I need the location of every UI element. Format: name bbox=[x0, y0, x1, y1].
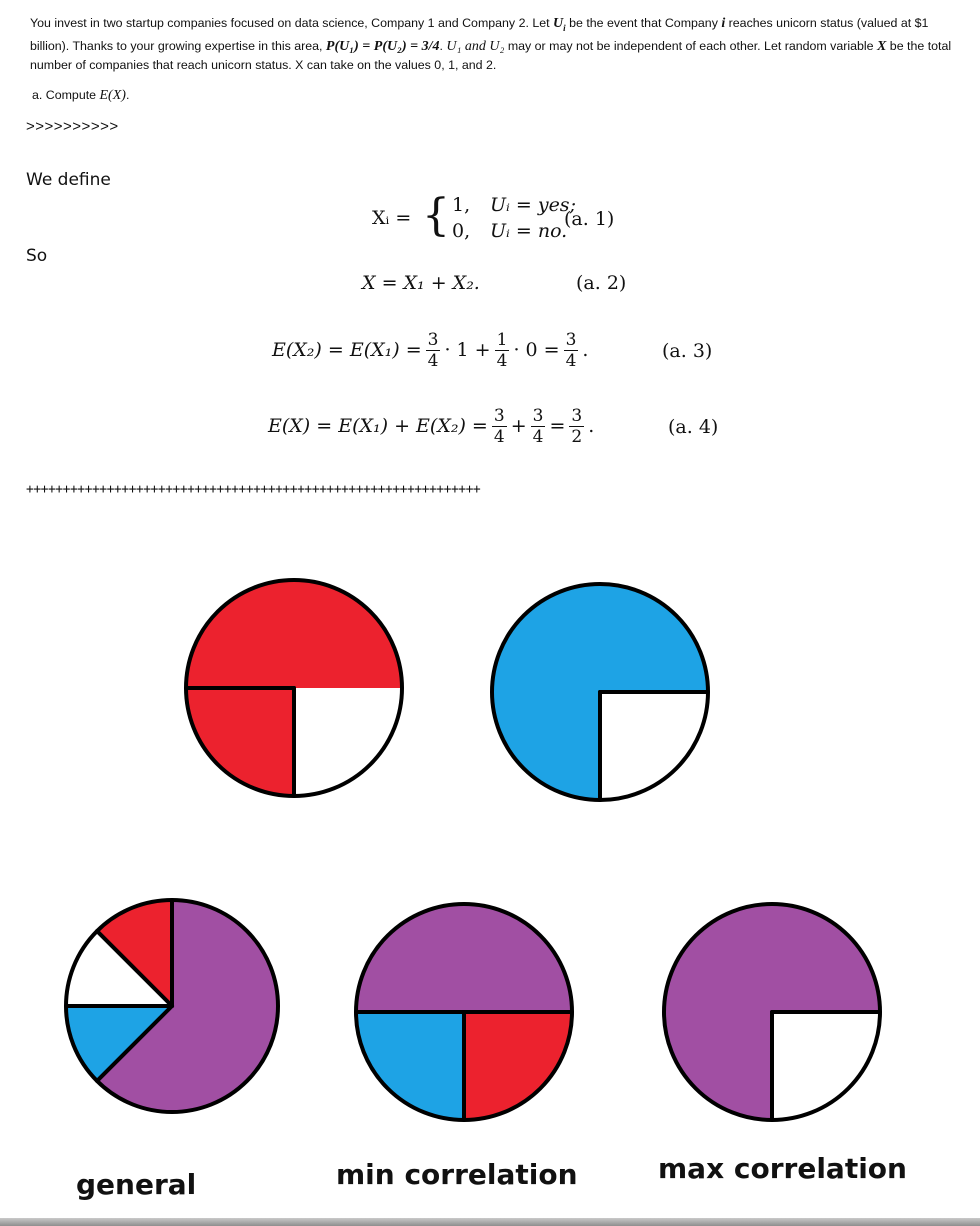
general-pie-diagram bbox=[60, 888, 290, 1118]
eq-a3-lhs: E(X₂) = E(X₁) = bbox=[272, 339, 422, 361]
problem-text: be the total number of companies that reach unicorn status. X can take on the values 0, 1, and 2. bbox=[30, 38, 952, 72]
we-define-label: We define bbox=[26, 170, 111, 190]
problem-text: You invest in two startup companies focused on data science, Company 1 and Company 2. Let bbox=[30, 16, 554, 30]
u2-pie-diagram bbox=[482, 576, 714, 808]
general-label: general bbox=[76, 1168, 197, 1201]
equation-a2 bbox=[362, 272, 480, 294]
eq-a3-tag: (a. 3) bbox=[662, 340, 713, 362]
events-symbol: U₁ and U₂ bbox=[446, 38, 505, 54]
window-bottom-edge bbox=[0, 1218, 980, 1226]
eq-a4-plus: + bbox=[510, 415, 527, 437]
min-correlation-label: min correlation bbox=[336, 1158, 578, 1191]
eq-a1-lhs: Xᵢ = bbox=[372, 207, 412, 229]
min-purple-slice bbox=[356, 904, 572, 1012]
eq-a3-period: . bbox=[582, 339, 589, 361]
problem-text: may or may not be independent of each other. Let random variable bbox=[504, 38, 878, 53]
min-correlation-pie-diagram bbox=[348, 896, 580, 1128]
eq-a3-term: · 0 = bbox=[513, 339, 560, 361]
eq-a4-tag: (a. 4) bbox=[668, 416, 719, 438]
eq-a3-term: · 1 + bbox=[444, 339, 491, 361]
eq-a4-period: . bbox=[588, 415, 595, 437]
eq-a3-fraction: $\frac{3}{4}$ bbox=[565, 329, 577, 371]
eq-a1-tag: (a. 1) bbox=[564, 208, 615, 230]
u1-pie-diagram bbox=[180, 570, 412, 802]
eq-a3-fraction: $\frac{1}{4}$ bbox=[496, 329, 508, 371]
event-symbol: $U_i$ bbox=[553, 16, 566, 33]
index-symbol: i bbox=[721, 16, 726, 31]
problem-statement bbox=[30, 14, 965, 74]
probability-equation: P(U₁) = P(U₂) = 3/4 bbox=[325, 38, 440, 54]
eq-a4-fraction: $\frac{3}{4}$ bbox=[493, 405, 505, 447]
eq-a1-case2-condition: Uᵢ = no. bbox=[490, 220, 568, 242]
eq-a3-fraction: $\frac{3}{4}$ bbox=[427, 329, 439, 371]
equation-a4 bbox=[268, 400, 594, 452]
so-label: So bbox=[26, 246, 48, 266]
part-a-question bbox=[32, 88, 129, 104]
max-correlation-pie-diagram bbox=[656, 896, 888, 1128]
eq-a4-fraction: $\frac{3}{2}$ bbox=[571, 405, 583, 447]
part-a-suffix: . bbox=[125, 88, 130, 102]
eq-a1-case2-value: 0, bbox=[452, 220, 471, 242]
equation-a3 bbox=[272, 324, 588, 376]
random-variable-symbol: X bbox=[877, 38, 887, 54]
part-a-expression: E(X) bbox=[99, 88, 126, 103]
problem-text: . bbox=[439, 38, 447, 53]
max-correlation-label: max correlation bbox=[658, 1152, 907, 1185]
eq-a1-case1-condition: Uᵢ = yes; bbox=[490, 194, 576, 216]
arrow-separator: >>>>>>>>>> bbox=[26, 118, 119, 135]
eq-a4-fraction: $\frac{3}{4}$ bbox=[532, 405, 544, 447]
eq-a1-case1-value: 1, bbox=[452, 194, 471, 216]
problem-text: reaches unicorn status (valued at $1 billion). Thanks to your growing expertise in this area, bbox=[30, 16, 929, 53]
eq-a4-equals: = bbox=[549, 415, 566, 437]
eq-a2-expression: X = X₁ + X₂. bbox=[362, 272, 480, 294]
problem-text: be the event that Company bbox=[565, 16, 722, 30]
eq-a4-lhs: E(X) = E(X₁) + E(X₂) = bbox=[268, 415, 488, 437]
part-a-prefix: a. Compute bbox=[32, 88, 100, 102]
plus-separator: ++++++++++++++++++++++++++++++++++++++++++++++++++++++++++++++ bbox=[26, 482, 481, 497]
eq-a1-brace: { bbox=[422, 190, 450, 241]
eq-a2-tag: (a. 2) bbox=[576, 272, 627, 294]
